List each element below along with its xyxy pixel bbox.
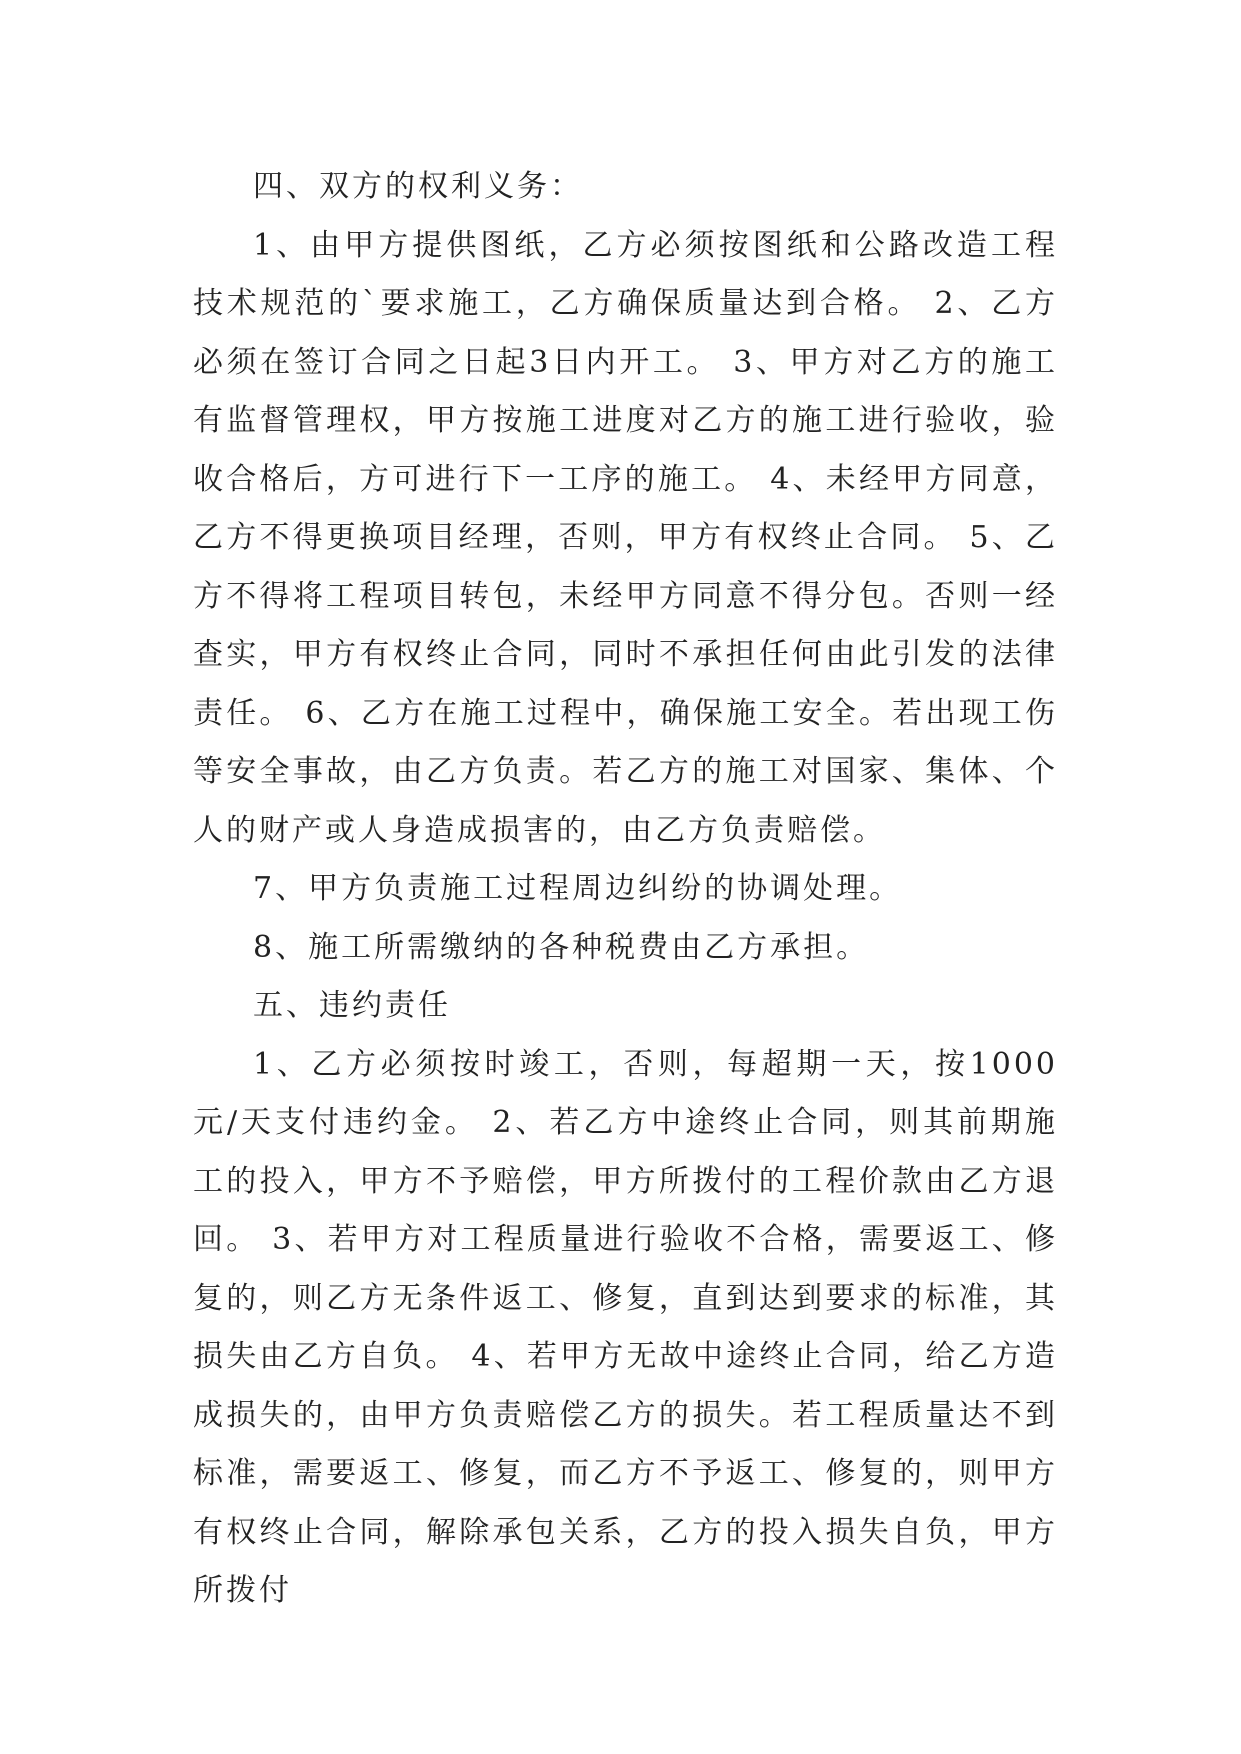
paragraph-clause-7: 7、甲方负责施工过程周边纠纷的协调处理。 bbox=[253, 871, 903, 906]
section-heading-rights-obligations: 四、双方的权利义务： bbox=[253, 169, 583, 204]
paragraph-rights-clauses-1-6: 1、由甲方提供图纸，乙方必须按图纸和公路改造工程技术规范的`要求施工，乙方确保质量达到合格。 2、乙方必须在签订合同之日起3日内开工。 3、甲方对乙方的施工有监督管理权，甲方按施工进度对乙方的施工进行验收，验收合格后，方可进行下一工序的施工。 4、未经甲方同意，乙方不得更换项目经理，否则，甲方有权终止合同。 5、乙方不得将工程项目转包，未经甲方同意不得分包。否则一经查实，甲方有权终止合同，同时不承担任何由此引发的法律责任。 6、乙方在施工过程中，确保施工安全。若出现工伤等安全事故，由乙方负责。若乙方的施工对国家、集体、个人的财产或人身造成损害的，由乙方负责赔偿。 bbox=[193, 227, 1058, 848]
document-page bbox=[193, 158, 1058, 1621]
section-heading-liability: 五、违约责任 bbox=[253, 988, 451, 1023]
paragraph-liability-clauses: 1、乙方必须按时竣工，否则，每超期一天，按1000元/天支付违约金。 2、若乙方中途终止合同，则其前期施工的投入，甲方不予赔偿，甲方所拨付的工程价款由乙方退回。 3、若甲方对工程质量进行验收不合格，需要返工、修复的，则乙方无条件返工、修复，直到达到要求的标准，其损失由乙方自负。 4、若甲方无故中途终止合同，给乙方造成损失的，由甲方负责赔偿乙方的损失。若工程质量达不到标准，需要返工、修复，而乙方不予返工、修复的，则甲方有权终止合同，解除承包关系，乙方的投入损失自负，甲方所拨付 bbox=[193, 1046, 1058, 1608]
paragraph-clause-8: 8、施工所需缴纳的各种税费由乙方承担。 bbox=[253, 929, 870, 965]
